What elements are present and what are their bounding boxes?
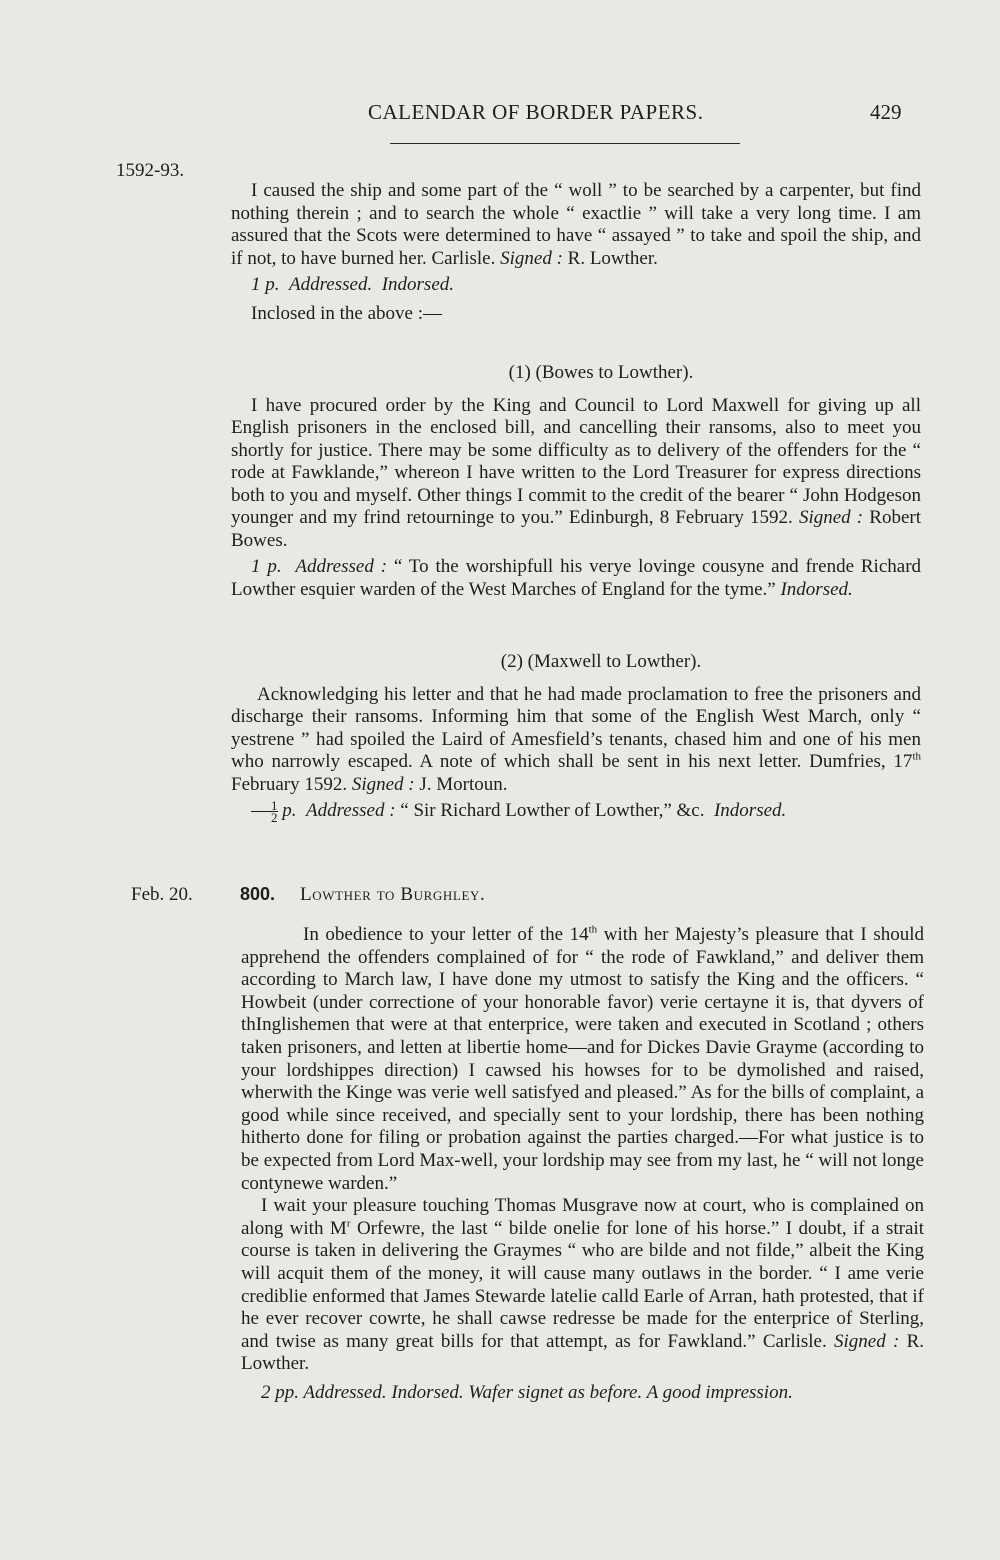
enclosure-2-heading: (2) (Maxwell to Lowther). xyxy=(500,651,702,672)
enclosure-1-indorsed: Indorsed. xyxy=(780,578,853,600)
entry-800-para-1-rest: with her Majesty’s pleasure that I should apprehend the offenders complained of for “ the rode of Fawkland,” and deliver them according to March law, I have done my utmost to satisfy the King and the officers. “ Howbeit (under correctione of your honorable favor) verie certayne it is, that dyvers of thInglishemen that were at that enterprice, were taken and executed in Scotland ; others taken prisoners, and letten at libertie home—and for Dickes Davie Grayme (according to your lordshippes direction) I cawsed his howses for to be dymolished and raised, wherwith the Kinge was verie well satisfyed and pleased.” As for the bills of complaint, a good while since received, and specially sent to your lordship, there has been nothing hitherto done for filing or probation against the parties charged.—For what justice is to be expected from Lord Max-well, your lordship may see from my last, he “ will not longe contynewe warden.” xyxy=(241,924,925,1194)
pages-count: 1 p. xyxy=(251,274,280,295)
enclosure-2-indorsed: Indorsed. xyxy=(713,800,787,821)
enclosure-1 xyxy=(231,362,921,601)
fraction-numerator: 1 xyxy=(251,800,278,812)
entry-800-body xyxy=(241,924,924,1404)
enclosure-1-signed-label: Signed : xyxy=(798,507,864,528)
enclosure-1-signed-name: Robert Bowes. xyxy=(231,507,921,551)
enclosure-2-superscript: th xyxy=(912,750,921,763)
entry-number: 800. xyxy=(240,884,276,904)
enclosure-2-pages-unit: p. xyxy=(282,800,297,821)
letter-continuation xyxy=(231,180,921,325)
enclosure-2-signed-name: J. Mortoun. xyxy=(419,773,508,795)
inclosed-line: Inclosed in the above :— xyxy=(251,302,443,324)
signed-name: R. Lowther. xyxy=(567,247,658,269)
enclosure-2-body: Acknowledging his letter and that he had made proclamation to free the prisoners and discharge their ransoms. Informing him that some of the English West March, only “ yestrene ” had spoiled the Laird of Amesfield’s tenants, chased him and one of his men who narrowly escaped. A note of which shall be sent in his next letter. Dumfries, 17 xyxy=(231,683,921,772)
enclosure-2-date: February 1592. xyxy=(231,773,348,795)
enclosure-1-body: I have procured order by the King and Council to Lord Maxwell for giving up all English prisoners in the enclosed bill, and cancelling their ransoms, also to meet you shortly for justice. There may be some difficulty as to delivery of the offenders for the “ rode at Fawklande,” whereon I have written to the Lord Treasurer for express directions both to you and myself. Other things I commit to the credit of the bearer “ John Hodgeson younger and my frind retourninge to you.” Edinburgh, 8 February 1592. xyxy=(231,394,921,528)
enclosure-1-addressed-label: Addressed : xyxy=(295,556,388,577)
para-1-superscript: th xyxy=(588,923,598,936)
entry-800-footer-note: 2 pp. Addressed. Indorsed. Wafer signet as before. A good impression. xyxy=(261,1381,793,1403)
signed-label: Signed : xyxy=(500,247,563,269)
running-header-title: CALENDAR OF BORDER PAPERS. xyxy=(368,100,704,124)
enclosure-2 xyxy=(231,651,921,826)
entry-800-para-2: I wait your pleasure touching Thomas Musgrave now at court, who is complained on along with M xyxy=(241,1195,924,1239)
enclosure-2-signed-label: Signed : xyxy=(351,773,415,795)
entry-800-signed-name: R. Lowther. xyxy=(241,1330,925,1375)
enclosure-1-heading: (1) (Bowes to Lowther). xyxy=(508,362,694,383)
para-2-superscript: r xyxy=(346,1217,351,1230)
header-rule xyxy=(390,143,740,144)
addressed-note: Addressed. xyxy=(289,274,373,295)
indorsed-note: Indorsed. xyxy=(381,274,455,295)
fraction-denominator: 2 xyxy=(271,810,278,826)
entry-800-para-2-rest: Orfewre, the last “ bilde onelie for lone of his horse.” I doubt, if a strait course is taken in delivering the Graymes “ who are bilde and not filde,” albeit the King will acquit them of the money, it will cause many outlaws in the border. “ I ame verie crediblie enformed that James Stewarde latelie calld Earle of Arran, hath protested, that if he ever recover cowrte, he shall cawse redresse be made for the enterprice of Sterling, and twise as many great bills for that attempt, as for Fawkland.” Carlisle. xyxy=(241,1217,925,1352)
margin-year: 1592-93. xyxy=(116,160,185,181)
entry-800-para-1: In obedience to your letter of the 14 xyxy=(303,924,589,945)
entry-800-signed-label: Signed : xyxy=(834,1330,900,1352)
pages-line xyxy=(231,274,921,297)
page-number: 429 xyxy=(870,100,902,124)
enclosure-2-addressed-label: Addressed : xyxy=(306,800,396,821)
enclosure-1-address: “ To the worshipfull his verye lovinge cousyne and frende Richard Lowther esquier warden of the West Marches of England for the tyme.” xyxy=(231,556,922,600)
enclosure-2-address: “ Sir Richard Lowther of Lowther,” &c. xyxy=(400,800,705,821)
half-fraction xyxy=(251,798,278,826)
enclosure-1-pages: 1 p. xyxy=(251,556,282,577)
entry-title: Lowther to Burghley. xyxy=(300,884,486,905)
margin-date: Feb. 20. xyxy=(131,884,193,905)
letter-body: I caused the ship and some part of the “ woll ” to be searched by a carpenter, but find nothing therein ; and to search the whole “ exactlie ” will take a very long time. I am assured that the Scots were determined to have “ assayed ” to take and spoil the ship, and if not, to have burned her. Carlisle. xyxy=(231,180,921,269)
